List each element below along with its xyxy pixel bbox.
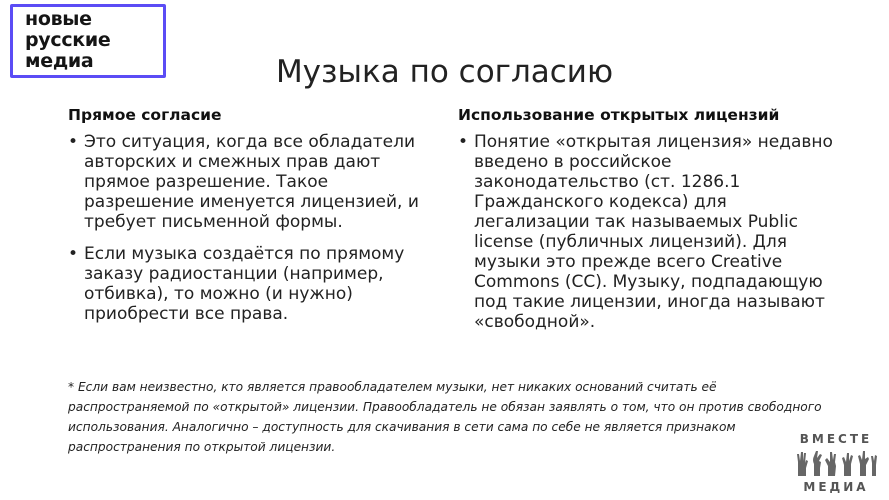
left-column [68,104,438,336]
left-column-heading: Прямое согласие [68,106,222,124]
vmeste-logo-bottom: МЕДИА [803,480,869,494]
vmeste-media-logo [793,432,879,496]
left-bullet-list [68,132,438,324]
vmeste-logo-top: ВМЕСТЕ [799,432,873,446]
hands-sign-language-icon [794,448,878,478]
list-item [68,132,438,232]
right-bullet-list [458,132,833,332]
logo-line-3: медиа [25,50,94,72]
footnote: * Если вам неизвестно, кто является правообладателем музыки, нет никаких оснований считать её распространяемой по «открытой» лицензии. Правообладатель не обязан заявлять о том, что он против свободного использования. Аналогично – доступность для скачивания в сети сама по себе не является признаком распространения по открытой лицензии. [68,380,822,454]
bullet-text: Понятие «открытая лицензия» недавно введено в российское законодательство (ст. 1286.1 Гражданского кодекса) для легализации так называемых Public license (публичных лицензий). Для музыки это прежде всего Creative Commons (CC). Музыку, подпадающую под такие лицензии, иногда называют «свободной». [474,132,833,332]
logo-line-1: новые [25,8,92,30]
logo-line-2: русские [25,29,111,51]
bullet-icon: • [458,132,469,152]
right-column [458,104,833,344]
list-item [68,244,438,324]
right-column-heading: Использование открытых лицензий [458,106,780,124]
bullet-text: Это ситуация, когда все обладатели авторских и смежных прав дают прямое разрешение. Такое разрешение именуется лицензией, и требует письменной формы. [84,132,419,232]
list-item [458,132,833,332]
bullet-text: Если музыка создаётся по прямому заказу радиостанции (например, отбивка), то можно (и нужно) приобрести все права. [84,244,405,324]
bullet-icon: • [68,244,79,264]
slide-title: Музыка по согласию [275,54,614,90]
bullet-icon: • [68,132,79,152]
